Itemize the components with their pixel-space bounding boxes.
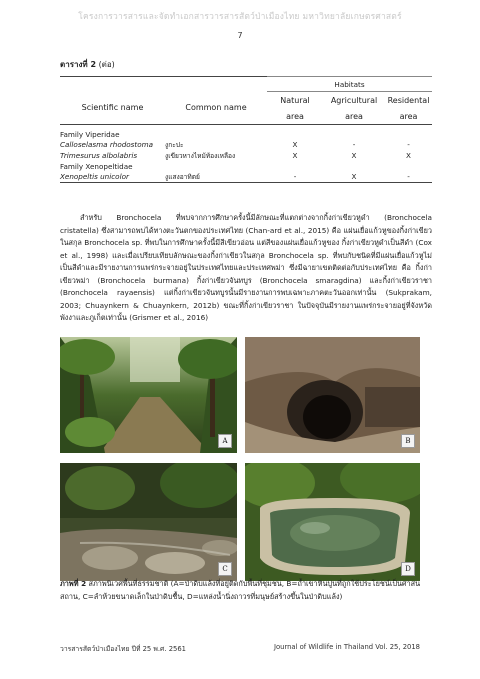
photo-d (245, 463, 420, 581)
photo-b (245, 337, 420, 453)
photo-c-label: C (218, 562, 232, 576)
natural-area-label: area (286, 111, 304, 121)
residental-cell: X (406, 151, 411, 160)
forest-trail-photo-icon (60, 337, 237, 453)
common-name-header: Common name (185, 103, 247, 113)
scientific-name-header: Scientific name (81, 103, 144, 113)
body-paragraph: สำหรับ Bronchocela ที่พบจากการศึกษาครั้งนี้มีลักษณะที่แตกต่างจากกิ้งก่าเขียวหูดำ (Bronchocela cristatella) ซึ่งสามารถพบได้ทางตะวันตกของประเทศไทย (Chan-ard et al., 2015) คือ แผ่นเยื่อแก้วหูของกิ้งก่าเขียวในสกุล Bronchocela sp. ที่พบในการศึกษาครั้งนี้มีสีเขียวอ่อน แต่สีของแผ่นเยื่อแก้วหูของ กิ้งก่าเขียวหูดำเป็นสีดำ (Cox et al., 1998) และเมื่อเปรียบเทียบลักษณะของกิ้งก่าเขียวในสกุล Bronchocela sp. ที่พบกับชนิดที่มีแผ่นเยื่อแก้วหูไม่เป็นสีดำและมีรายงานการแพร่กระจายอยู่ในประเทศไทยและประเทศพม่า ซึ่งมีฉายาเขตติดต่อกับประเทศไทย คือ กิ้งก่าเขียวพม่า (Bronchocela burmana) กิ้งก่าเขียวจันทบูร (Bronchocela smaragdina) และกิ้งก่าเขียวราชา (Bronchocela rayaensis) แต่กิ้งก่าเขียวจันทบูรนั้นมีรายงานการพบเฉพาะภาคตะวันออกเท่านั้น (Sukprakam, 2003; Chuaynkern & Chuaynkern, 2012b) ขณะที่กิ้งก่าเขียวราชา ในปัจจุบันมีรายงานแพร่กระจายอยู่ที่จังหวัดพังงาและภูเก็ตเท่านั้น (Grismer et al., 2016) (60, 213, 432, 322)
agricultural-cell: X (351, 151, 357, 160)
table-caption-suffix: (ต่อ) (98, 60, 115, 69)
natural-cell: X (292, 140, 298, 149)
table-row (60, 150, 432, 161)
water-pond-photo-icon (245, 463, 420, 581)
family-row (60, 125, 432, 140)
scientific-name-cell: Xenopeltis unicolor (60, 171, 165, 183)
species-habitat-table (60, 76, 432, 183)
running-header: โครงการวารสารและจัดทำเอกสารวารสารสัตว์ป่าเมืองไทย มหาวิทยาลัยเกษตรศาสตร์ (78, 12, 402, 22)
footer-right: Journal of Wildlife in Thailand Vol. 25, 2018 (273, 643, 420, 651)
family-name: Family Xenopeltidae (60, 161, 133, 171)
table-row (60, 171, 432, 183)
common-name-cell: งูแสงอาทิตย์ (165, 171, 267, 183)
footer-left: วารสารสัตว์ป่าเมืองไทย ปีที่ 25 พ.ศ. 2561 (60, 645, 186, 653)
residental-cell: - (385, 171, 432, 183)
residental-area-label: area (399, 111, 418, 121)
figure-caption-text: สภาพนิเวศพื้นที่ธรรมชาติ (A=ป่าดิบแล้งที่อยู่ติดกับพื้นที่ชุมชน, B=ถ้ำเขาหินปูนที่ถูกใช้ประโยชน์เป็นศาสนสถาน, C=ลำห้วยขนาดเล็กในป่าดิบชื้น, D=แหล่งน้ำนิ่งถาวรที่มนุษย์สร้างขึ้นในป่าดิบแล้ง) (60, 579, 421, 601)
photo-b-label: B (401, 434, 415, 448)
natural-cell: X (292, 151, 298, 160)
family-row (60, 161, 432, 171)
photo-c (60, 463, 237, 581)
photo-a-label: A (218, 434, 232, 448)
photo-d-label: D (401, 562, 415, 576)
page-number: 7 (237, 31, 243, 40)
figure-caption (60, 577, 432, 603)
habitats-header: Habitats (267, 77, 432, 92)
agricultural-cell: - (352, 140, 356, 149)
table-caption (60, 58, 115, 71)
figure-caption-label: ภาพที่ 2 (60, 579, 87, 588)
scientific-name-cell: Calloselasma rhodostoma (60, 140, 154, 149)
table-caption-label: ตารางที่ 2 (60, 60, 97, 69)
residental-cell: - (407, 140, 410, 149)
scientific-name-cell: Trimesurus albolabris (60, 151, 138, 160)
residental-header: Residental (387, 95, 430, 105)
common-name-cell: งูเขียวหางไหม้ท้องเหลือง (165, 152, 236, 160)
natural-header: Natural (280, 95, 310, 105)
photo-a (60, 337, 237, 453)
family-name: Family Viperidae (60, 125, 432, 140)
table-row (60, 139, 432, 150)
agricultural-header: Agricultural (330, 95, 378, 105)
agricultural-cell: X (323, 171, 385, 183)
cave-entrance-photo-icon (245, 337, 420, 453)
common-name-cell: งูกะปะ (165, 141, 184, 149)
natural-cell: - (267, 171, 323, 183)
agricultural-area-label: area (345, 111, 363, 121)
rocky-stream-photo-icon (60, 463, 237, 581)
